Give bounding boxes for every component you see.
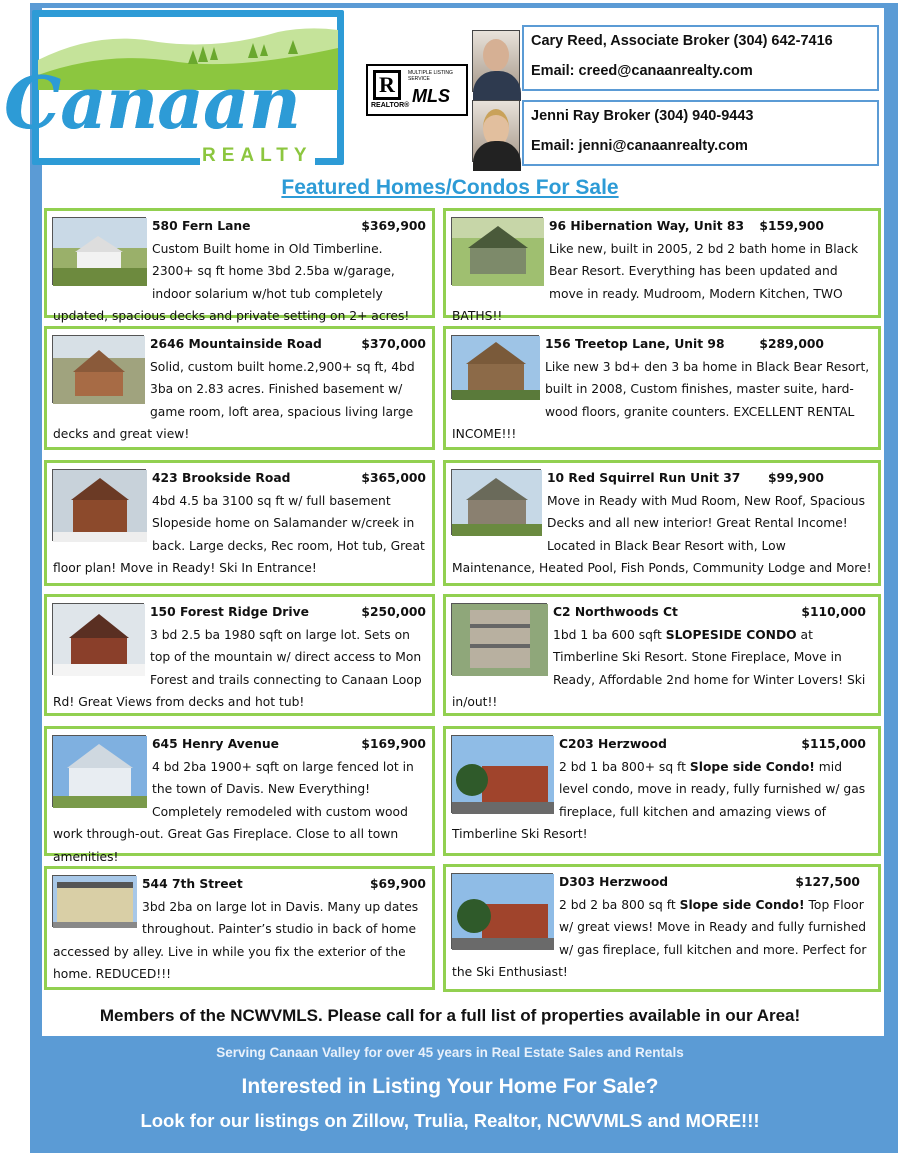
listing-description: 3bd 2ba on large lot in Davis. Many up dates throughout. Painter’s studio in back of home accessed by alley. Live in while you fix the exterior of the home. REDUCED!!! (53, 899, 419, 981)
listing-header (150, 333, 426, 356)
listing-card[interactable] (44, 326, 435, 450)
property-photo (52, 469, 146, 541)
listing-description: Like new 3 bd+ den 3 ba home in Black Bear Resort, built in 2008, Custom finishes, master suite, hard-wood floors, granite counters. EXCELLENT RENTAL INCOME!!! (452, 359, 870, 441)
contact-card-jenni (522, 100, 879, 166)
listing-price: $110,000 (801, 605, 866, 619)
realtor-mls-badge (366, 64, 468, 116)
company-logo (0, 0, 350, 175)
listing-header (549, 215, 872, 238)
listing-header (152, 467, 426, 490)
listing-card[interactable] (443, 460, 881, 586)
listing-header (152, 215, 426, 238)
listing-card[interactable] (44, 594, 435, 716)
realtor-r-icon: R (373, 70, 401, 100)
property-photo (451, 469, 541, 535)
listing-price: $159,900 (759, 219, 824, 233)
listing-header (547, 467, 872, 490)
property-photo (451, 603, 547, 675)
listing-header (150, 601, 426, 624)
contact-name-phone: Cary Reed, Associate Broker (304) 642-7416 (531, 33, 833, 49)
realtor-label: REALTOR® (371, 102, 410, 109)
property-photo (451, 217, 543, 285)
listing-highlight: Slope side Condo! (679, 897, 805, 912)
listing-header (559, 871, 872, 894)
agent-photo-jenni (472, 100, 520, 162)
listing-description: Solid, custom built home.2,900+ sq ft, 4bd 3ba on 2.83 acres. Finished basement w/ game room, loft area, spacious living large decks and great view! (53, 359, 415, 441)
listing-card[interactable] (443, 726, 881, 856)
contact-name-phone: Jenni Ray Broker (304) 940-9443 (531, 108, 754, 124)
listing-card[interactable] (44, 208, 435, 323)
listing-address: 2646 Mountainside Road (150, 337, 322, 351)
listing-description: Custom Built home in Old Timberline. 2300+ sq ft home 3bd 2.5ba w/garage, indoor solarium w/hot tub completely updated, spacious decks and private setting on 2+ acres! (53, 241, 410, 323)
mls-label: MLS (412, 86, 450, 106)
property-photo (451, 335, 539, 399)
listing-card[interactable] (443, 594, 881, 716)
listing-sites-note: Look for our listings on Zillow, Trulia, Realtor, NCWVMLS and MORE!!! (140, 1110, 760, 1131)
property-photo (52, 603, 144, 675)
listing-price: $289,000 (759, 337, 824, 351)
listing-description-part: at Timberline Ski Resort. Stone Fireplace, Move in Ready, Affordable 2nd home for Winter Lovers! Ski in/out!! (452, 627, 866, 709)
agent-body (473, 71, 521, 101)
agent-photo-cary (472, 30, 520, 92)
contact-email[interactable]: Email: creed@canaanrealty.com (531, 63, 753, 79)
listing-card[interactable] (443, 326, 881, 450)
listing-card[interactable] (44, 460, 435, 586)
property-photo (451, 735, 553, 813)
listing-price: $127,500 (795, 875, 860, 889)
listing-cta: Interested in Listing Your Home For Sale? (241, 1075, 659, 1098)
listing-address: 10 Red Squirrel Run Unit 37 (547, 471, 741, 485)
listing-price: $369,900 (361, 219, 426, 233)
listing-description-part: 2 bd 2 ba 800 sq ft (559, 897, 680, 912)
listing-address: 580 Fern Lane (152, 219, 251, 233)
listing-address: 423 Brookside Road (152, 471, 291, 485)
listing-highlight: SLOPESIDE CONDO (665, 627, 797, 642)
listing-address: C203 Herzwood (559, 737, 667, 751)
page-title: Featured Homes/Condos For Sale (281, 176, 619, 199)
listing-price: $69,900 (369, 877, 426, 891)
listing-description: 3 bd 2.5 ba 1980 sqft on large lot. Sets on top of the mountain w/ direct access to Mon Forest and trails connecting to Canaan Loop Rd! Great Views from decks and hot tub! (53, 627, 422, 709)
listing-address: 150 Forest Ridge Drive (150, 605, 309, 619)
listing-description: 4bd 4.5 ba 3100 sq ft w/ full basement Slopeside home on Salamander w/creek in back. Large decks, Rec room, Hot tub, Great floor plan! Move in Ready! Ski In Entrance! (53, 493, 425, 575)
property-photo (451, 873, 553, 949)
listing-price: $370,000 (361, 337, 426, 351)
listing-header (152, 733, 426, 756)
listing-header (142, 873, 426, 896)
contact-card-cary (522, 25, 879, 91)
property-photo (52, 875, 136, 927)
listing-header (553, 601, 872, 624)
property-photo (52, 335, 144, 403)
logo-subtitle: REALTY (202, 145, 313, 166)
listing-price: $99,900 (767, 471, 824, 485)
listing-price: $115,000 (801, 737, 866, 751)
listing-address: D303 Herzwood (559, 875, 669, 889)
serving-tagline: Serving Canaan Valley for over 45 years in Real Estate Sales and Rentals (216, 1045, 684, 1060)
listing-description-part: 2 bd 1 ba 800+ sq ft (559, 759, 690, 774)
listing-description: 4 bd 2ba 1900+ sqft on large fenced lot in the town of Davis. New Everything! Completely remodeled with custom wood work through-out. Great Gas Fireplace. Close to all town amenities! (53, 759, 414, 864)
listing-card[interactable] (443, 864, 881, 992)
listing-header (545, 333, 872, 356)
listing-card[interactable] (44, 866, 435, 990)
listing-description: Like new, built in 2005, 2 bd 2 bath home in Black Bear Resort. Everything has been updated and move in ready. Mudroom, Modern Kitchen, TWO BATHS!! (452, 241, 859, 323)
listing-address: 156 Treetop Lane, Unit 98 (545, 337, 725, 351)
property-photo (52, 735, 146, 807)
listing-highlight: Slope side Condo! (689, 759, 815, 774)
listing-address: 96 Hibernation Way, Unit 83 (549, 219, 745, 233)
logo-wordmark: Canaan (4, 60, 300, 145)
agent-face (483, 39, 509, 71)
listing-card[interactable] (44, 726, 435, 864)
listing-description-part: mid level condo, move in ready, fully furnished w/ gas fireplace, full kitchen and amazing views of Timberline Ski Resort! (452, 759, 866, 841)
listing-address: 645 Henry Avenue (152, 737, 279, 751)
listing-address: C2 Northwoods Ct (553, 605, 678, 619)
contact-email[interactable]: Email: jenni@canaanrealty.com (531, 138, 748, 154)
agent-body (473, 141, 521, 171)
listing-price: $169,900 (361, 737, 426, 751)
listing-description-part: 1bd 1 ba 600 sqft (553, 627, 666, 642)
listing-address: 544 7th Street (142, 877, 243, 891)
listing-description: Move in Ready with Mud Room, New Roof, Spacious Decks and all new interior! Great Rental Income! Located in Black Bear Resort with, Low Maintenance, Heated Pool, Fish Ponds, Community Lodge and More! (452, 493, 872, 575)
listing-card[interactable] (443, 208, 881, 323)
listing-price: $250,000 (361, 605, 426, 619)
listing-header (559, 733, 872, 756)
members-note: Members of the NCWVMLS. Please call for a full list of properties available in our Area! (99, 1006, 801, 1025)
listing-price: $365,000 (361, 471, 426, 485)
listing-description-part: Top Floor w/ great views! Move in Ready and fully furnished w/ gas fireplace, full kitchen and more. Perfect for the Ski Enthusiast! (452, 897, 867, 979)
property-photo (52, 217, 146, 285)
mls-small-label: MULTIPLE LISTING SERVICE (408, 70, 453, 82)
